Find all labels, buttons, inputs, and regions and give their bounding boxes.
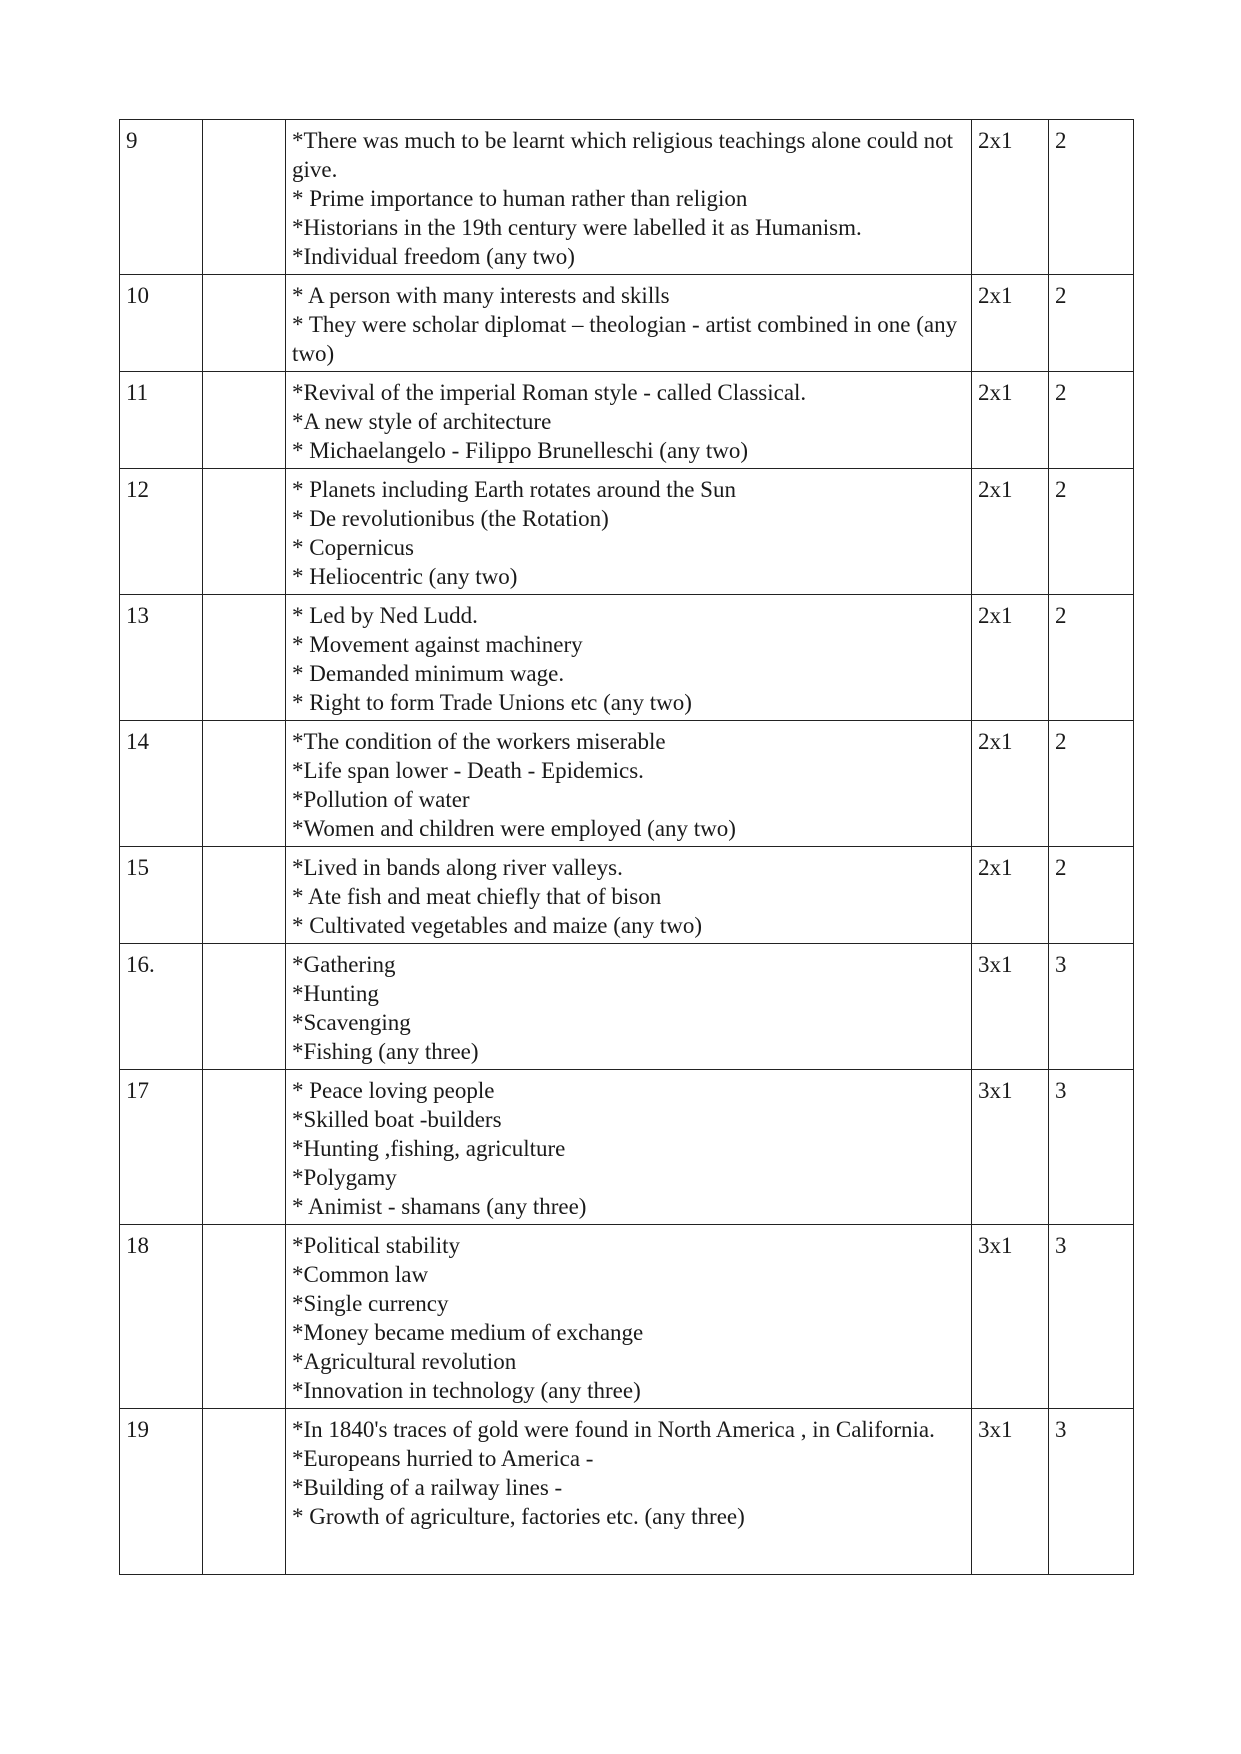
total-marks-cell: 2 <box>1049 469 1134 595</box>
empty-cell <box>203 275 286 372</box>
answer-key-table-body <box>120 120 1134 1575</box>
answer-point: * Animist - shamans (any three) <box>292 1194 587 1219</box>
answer-point: *Fishing (any three) <box>292 1039 479 1064</box>
answer-point: *Innovation in technology (any three) <box>292 1378 641 1403</box>
answer-point: *Common law <box>292 1262 429 1287</box>
answer-point: *In 1840's traces of gold were found in North America , in California. <box>292 1417 935 1442</box>
empty-cell <box>203 721 286 847</box>
table-row <box>120 275 1134 372</box>
answer-point: * Cultivated vegetables and maize (any two) <box>292 913 703 938</box>
answer-point: *Europeans hurried to America - <box>292 1446 594 1471</box>
answer-cell <box>286 469 972 595</box>
answer-cell <box>286 1409 972 1575</box>
question-number-cell: 14 <box>120 721 203 847</box>
total-marks-cell: 2 <box>1049 847 1134 944</box>
answer-point: *Gathering <box>292 952 396 977</box>
mark-split-cell: 3x1 <box>972 1070 1049 1225</box>
answer-point: * Michaelangelo - Filippo Brunelleschi (any two) <box>292 438 749 463</box>
question-number-cell: 19 <box>120 1409 203 1575</box>
mark-split-cell: 2x1 <box>972 721 1049 847</box>
answer-point: *Historians in the 19th century were labelled it as Humanism. <box>292 215 862 240</box>
total-marks-cell: 2 <box>1049 595 1134 721</box>
mark-split-cell: 2x1 <box>972 275 1049 372</box>
table-row <box>120 1225 1134 1409</box>
empty-cell <box>203 944 286 1070</box>
mark-split-cell: 3x1 <box>972 1225 1049 1409</box>
empty-cell <box>203 469 286 595</box>
empty-cell <box>203 1225 286 1409</box>
table-row <box>120 120 1134 275</box>
answer-cell <box>286 275 972 372</box>
question-number-cell: 13 <box>120 595 203 721</box>
total-marks-cell: 2 <box>1049 372 1134 469</box>
mark-split-cell: 2x1 <box>972 120 1049 275</box>
table-row <box>120 469 1134 595</box>
answer-point: *Women and children were employed (any two) <box>292 816 736 841</box>
question-number-cell: 18 <box>120 1225 203 1409</box>
question-number-cell: 10 <box>120 275 203 372</box>
answer-point: *Life span lower - Death - Epidemics. <box>292 758 644 783</box>
answer-point: * Movement against machinery <box>292 632 583 657</box>
answer-point: * Planets including Earth rotates around the Sun <box>292 477 736 502</box>
question-number-cell: 9 <box>120 120 203 275</box>
answer-point: *Political stability <box>292 1233 461 1258</box>
total-marks-cell: 2 <box>1049 721 1134 847</box>
mark-split-cell: 2x1 <box>972 372 1049 469</box>
answer-point: *Agricultural revolution <box>292 1349 517 1374</box>
table-row <box>120 944 1134 1070</box>
answer-point: *Polygamy <box>292 1165 397 1190</box>
table-row <box>120 1070 1134 1225</box>
empty-cell <box>203 595 286 721</box>
answer-point: *Individual freedom (any two) <box>292 244 575 269</box>
answer-cell <box>286 847 972 944</box>
empty-cell <box>203 1409 286 1575</box>
total-marks-cell: 3 <box>1049 1409 1134 1575</box>
answer-point: * De revolutionibus (the Rotation) <box>292 506 609 531</box>
answer-point: *Scavenging <box>292 1010 411 1035</box>
answer-point: * Led by Ned Ludd. <box>292 603 478 628</box>
answer-point: * Ate fish and meat chiefly that of bison <box>292 884 662 909</box>
answer-point: *Building of a railway lines - <box>292 1475 563 1500</box>
answer-point: * Demanded minimum wage. <box>292 661 565 686</box>
answer-point: *Hunting ,fishing, agriculture <box>292 1136 566 1161</box>
answer-cell <box>286 120 972 275</box>
table-row <box>120 721 1134 847</box>
answer-point: * Right to form Trade Unions etc (any two) <box>292 690 692 715</box>
mark-split-cell: 2x1 <box>972 469 1049 595</box>
empty-cell <box>203 120 286 275</box>
answer-point: * Growth of agriculture, factories etc. (any three) <box>292 1504 745 1529</box>
total-marks-cell: 3 <box>1049 944 1134 1070</box>
answer-point: *There was much to be learnt which religious teachings alone could not give. <box>292 128 954 182</box>
table-row <box>120 372 1134 469</box>
question-number-cell: 16. <box>120 944 203 1070</box>
total-marks-cell: 3 <box>1049 1070 1134 1225</box>
mark-split-cell: 2x1 <box>972 595 1049 721</box>
answer-point: *Pollution of water <box>292 787 470 812</box>
answer-key-table <box>119 119 1134 1575</box>
answer-point: *Money became medium of exchange <box>292 1320 644 1345</box>
empty-cell <box>203 1070 286 1225</box>
answer-point: *A new style of architecture <box>292 409 552 434</box>
answer-point: * They were scholar diplomat – theologian - artist combined in one (any two) <box>292 312 958 366</box>
answer-point: *Revival of the imperial Roman style - called Classical. <box>292 380 807 405</box>
answer-cell <box>286 1225 972 1409</box>
answer-point: * Prime importance to human rather than religion <box>292 186 748 211</box>
answer-cell <box>286 372 972 469</box>
answer-cell <box>286 595 972 721</box>
answer-point: * Copernicus <box>292 535 415 560</box>
question-number-cell: 11 <box>120 372 203 469</box>
answer-point: *Lived in bands along river valleys. <box>292 855 623 880</box>
answer-point: *Single currency <box>292 1291 449 1316</box>
mark-split-cell: 3x1 <box>972 1409 1049 1575</box>
total-marks-cell: 2 <box>1049 120 1134 275</box>
question-number-cell: 17 <box>120 1070 203 1225</box>
answer-point: *Hunting <box>292 981 379 1006</box>
answer-point: * Heliocentric (any two) <box>292 564 518 589</box>
question-number-cell: 15 <box>120 847 203 944</box>
answer-point: * Peace loving people <box>292 1078 495 1103</box>
answer-point: *Skilled boat -builders <box>292 1107 502 1132</box>
empty-cell <box>203 847 286 944</box>
empty-cell <box>203 372 286 469</box>
answer-point: * A person with many interests and skills <box>292 283 670 308</box>
answer-point: *The condition of the workers miserable <box>292 729 666 754</box>
table-row <box>120 1409 1134 1575</box>
answer-cell <box>286 944 972 1070</box>
mark-split-cell: 2x1 <box>972 847 1049 944</box>
table-row <box>120 847 1134 944</box>
answer-cell <box>286 1070 972 1225</box>
table-row <box>120 595 1134 721</box>
total-marks-cell: 2 <box>1049 275 1134 372</box>
answer-cell <box>286 721 972 847</box>
mark-split-cell: 3x1 <box>972 944 1049 1070</box>
total-marks-cell: 3 <box>1049 1225 1134 1409</box>
question-number-cell: 12 <box>120 469 203 595</box>
